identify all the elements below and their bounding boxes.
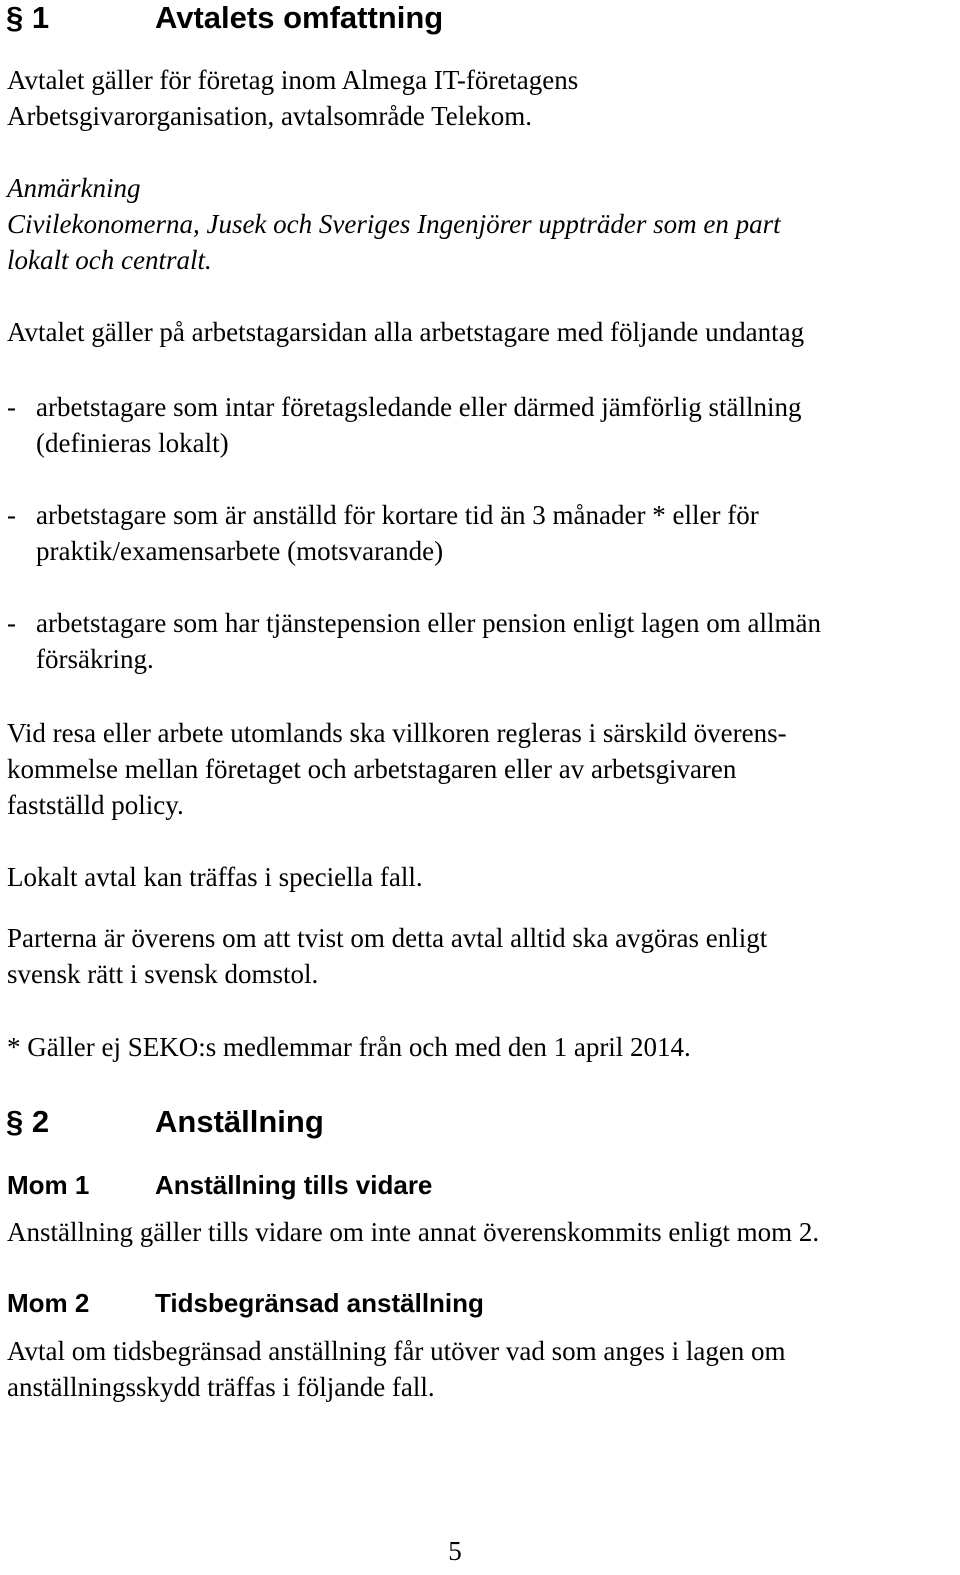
scope-line: Avtalet gäller för företag inom Almega IT-företagens: [7, 65, 579, 95]
mom-2-label: Mom 2: [7, 1288, 90, 1318]
scope-paragraph: [7, 62, 957, 134]
exception-line: (definieras lokalt): [36, 428, 229, 458]
exception-item: [36, 497, 956, 569]
local-agreement-line: Lokalt avtal kan träffas i speciella fall.: [7, 862, 423, 892]
exception-line: praktik/examensarbete (motsvarande): [36, 536, 444, 566]
footnote-line: * Gäller ej SEKO:s medlemmar från och med den 1 april 2014.: [7, 1032, 691, 1062]
abroad-line: Vid resa eller arbete utomlands ska villkoren regleras i särskild överens-: [7, 718, 787, 748]
page-number: 5: [448, 1536, 462, 1566]
note-line: Civilekonomerna, Jusek och Sveriges Ingenjörer uppträder som en part: [7, 209, 781, 239]
mom-2-line: Avtal om tidsbegränsad anställning får utöver vad som anges i lagen om: [7, 1336, 786, 1366]
abroad-paragraph: [7, 715, 957, 823]
section-2-number: § 2: [6, 1104, 50, 1139]
bullet-dash: -: [7, 392, 16, 422]
section-1-number: § 1: [6, 0, 50, 35]
abroad-line: kommelse mellan företaget och arbetstagaren eller av arbetsgivaren: [7, 754, 737, 784]
exception-line: arbetstagare som är anställd för kortare tid än 3 månader * eller för: [36, 500, 759, 530]
footnote: [7, 1029, 957, 1065]
mom-1-line: Anställning gäller tills vidare om inte annat överenskommits enligt mom 2.: [7, 1217, 820, 1247]
mom-1-title: Anställning tills vidare: [155, 1170, 433, 1200]
mom-2-paragraph: [7, 1333, 957, 1405]
dispute-line: Parterna är överens om att tvist om detta avtal alltid ska avgöras enligt: [7, 923, 768, 953]
exception-item: [36, 605, 956, 677]
exception-line: arbetstagare som intar företagsledande eller därmed jämförlig ställning: [36, 392, 802, 422]
mom-1-paragraph: [7, 1214, 957, 1250]
exceptions-intro: [7, 314, 957, 350]
dispute-line: svensk rätt i svensk domstol.: [7, 959, 319, 989]
section-2-title: Anställning: [155, 1104, 324, 1139]
mom-2-line: anställningsskydd träffas i följande fall.: [7, 1372, 435, 1402]
note-block: [7, 170, 957, 278]
exception-line: försäkring.: [36, 644, 154, 674]
dispute-paragraph: [7, 920, 957, 992]
exception-line: arbetstagare som har tjänstepension eller pension enligt lagen om allmän: [36, 608, 822, 638]
mom-2-title: Tidsbegränsad anställning: [155, 1288, 484, 1318]
note-line: lokalt och centralt.: [7, 245, 212, 275]
mom-1-label: Mom 1: [7, 1170, 90, 1200]
bullet-dash: -: [7, 500, 16, 530]
scope-line: Arbetsgivarorganisation, avtalsområde Telekom.: [7, 101, 532, 131]
local-agreement-paragraph: [7, 859, 957, 895]
section-1-title: Avtalets omfattning: [155, 0, 444, 35]
bullet-dash: -: [7, 608, 16, 638]
abroad-line: fastställd policy.: [7, 790, 184, 820]
note-title: Anmärkning: [7, 173, 141, 203]
exceptions-intro-line: Avtalet gäller på arbetstagarsidan alla arbetstagare med följande undantag: [7, 317, 805, 347]
exception-item: [36, 389, 956, 461]
